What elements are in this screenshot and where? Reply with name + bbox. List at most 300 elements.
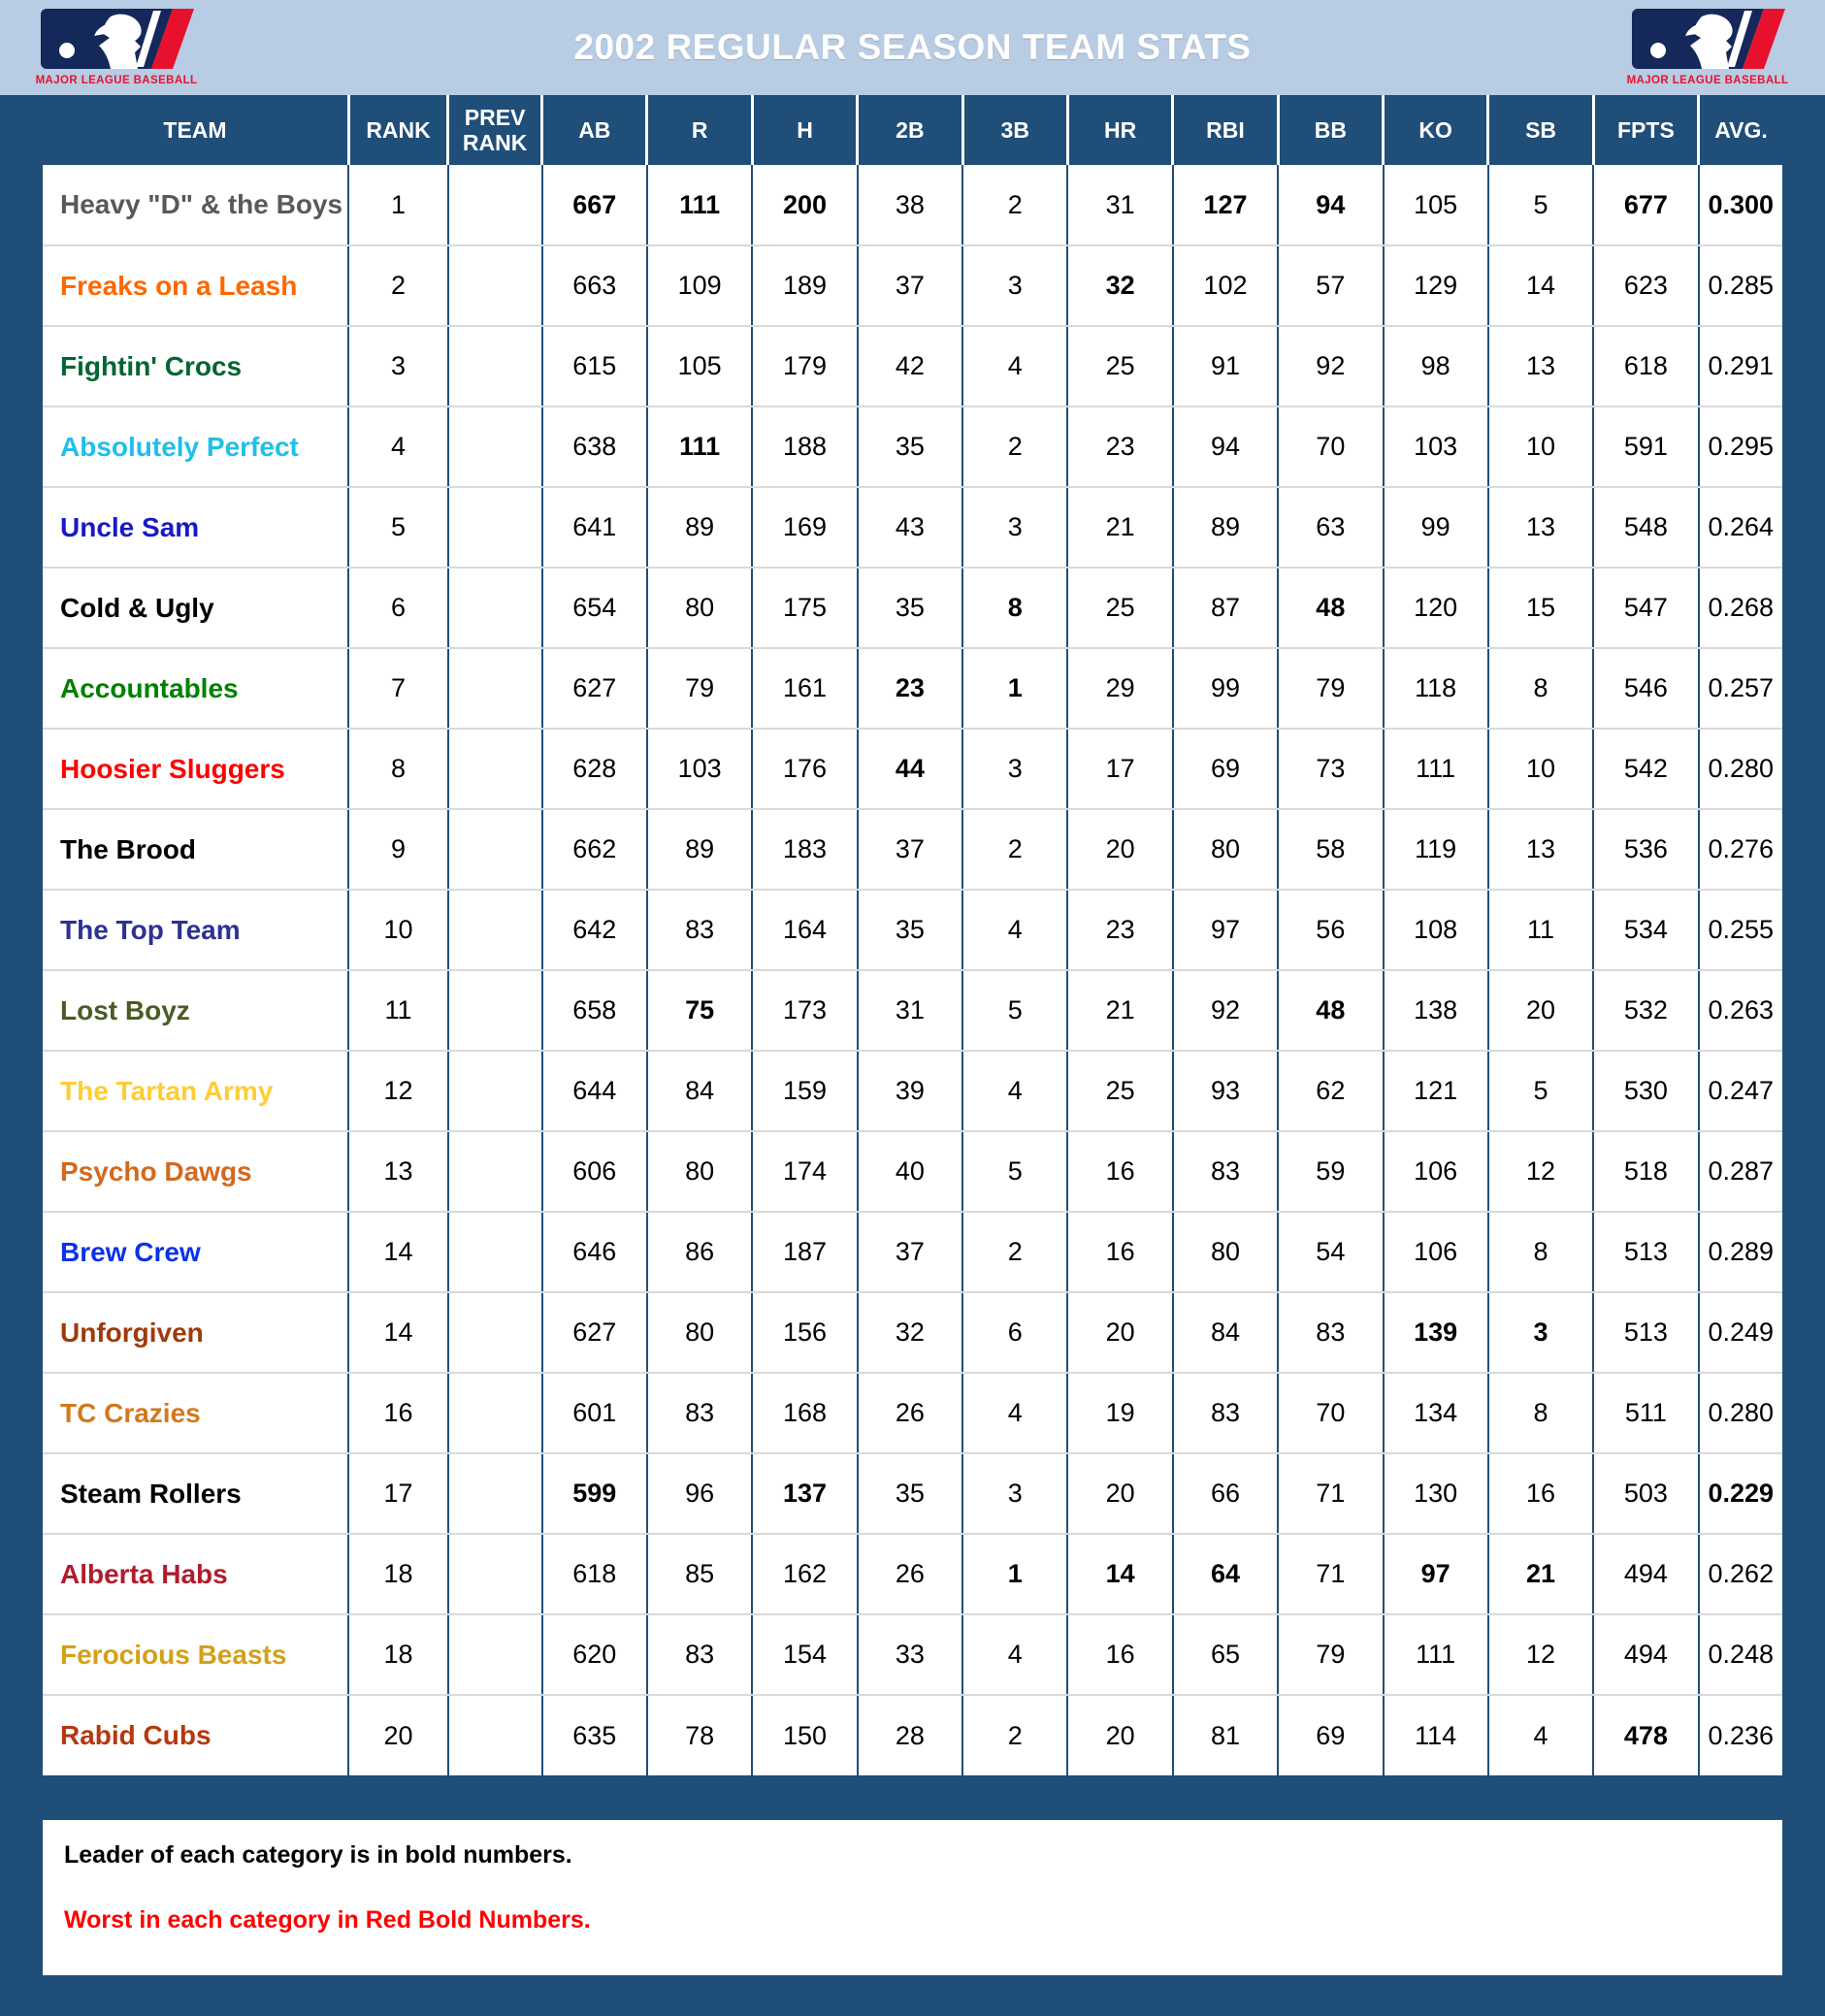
cell-h: 161 <box>752 648 857 729</box>
cell-ab: 635 <box>542 1695 647 1775</box>
cell-sb: 13 <box>1488 326 1593 406</box>
cell-sb: 3 <box>1488 1292 1593 1373</box>
cell-3b: 4 <box>962 1373 1067 1453</box>
cell-prev-rank <box>448 1292 542 1373</box>
cell-3b: 5 <box>962 970 1067 1051</box>
cell-team[interactable]: Steam Rollers <box>21 1453 348 1534</box>
cell-2b: 37 <box>858 1212 962 1292</box>
cell-bb: 73 <box>1278 729 1383 809</box>
cell-h: 156 <box>752 1292 857 1373</box>
cell-r: 111 <box>647 165 752 245</box>
cell-ko: 129 <box>1384 245 1488 326</box>
cell-rank: 8 <box>348 729 447 809</box>
table-row <box>21 568 1804 648</box>
cell-ko: 114 <box>1384 1695 1488 1775</box>
cell-sb: 4 <box>1488 1695 1593 1775</box>
cell-team[interactable]: Hoosier Sluggers <box>21 729 348 809</box>
bottom-border <box>0 1975 1825 2016</box>
cell-r: 83 <box>647 1373 752 1453</box>
cell-h: 162 <box>752 1534 857 1614</box>
table-row <box>21 970 1804 1051</box>
cell-hr: 32 <box>1067 245 1172 326</box>
cell-bb: 58 <box>1278 809 1383 890</box>
cell-ko: 98 <box>1384 326 1488 406</box>
cell-ko: 103 <box>1384 406 1488 487</box>
cell-3b: 2 <box>962 1212 1067 1292</box>
cell-avg: 0.247 <box>1699 1051 1804 1131</box>
note-leader: Leader of each category is in bold numbers. <box>64 1841 572 1869</box>
cell-ab: 628 <box>542 729 647 809</box>
cell-rank: 14 <box>348 1212 447 1292</box>
cell-rank: 7 <box>348 648 447 729</box>
cell-fpts: 503 <box>1593 1453 1698 1534</box>
col-header-team[interactable]: TEAM <box>21 95 348 165</box>
cell-bb: 79 <box>1278 648 1383 729</box>
cell-prev-rank <box>448 648 542 729</box>
cell-sb: 8 <box>1488 1373 1593 1453</box>
cell-ko: 134 <box>1384 1373 1488 1453</box>
cell-bb: 70 <box>1278 406 1383 487</box>
cell-sb: 10 <box>1488 406 1593 487</box>
cell-rank: 16 <box>348 1373 447 1453</box>
cell-prev-rank <box>448 245 542 326</box>
col-header-sb[interactable]: SB <box>1488 95 1593 165</box>
cell-avg: 0.276 <box>1699 809 1804 890</box>
cell-rank: 1 <box>348 165 447 245</box>
cell-team[interactable]: TC Crazies <box>21 1373 348 1453</box>
cell-3b: 8 <box>962 568 1067 648</box>
cell-team[interactable]: Rabid Cubs <box>21 1695 348 1775</box>
cell-ko: 111 <box>1384 729 1488 809</box>
col-header-rank[interactable]: RANK <box>348 95 447 165</box>
table-row <box>21 487 1804 568</box>
cell-hr: 20 <box>1067 1453 1172 1534</box>
cell-ko: 119 <box>1384 809 1488 890</box>
cell-prev-rank <box>448 970 542 1051</box>
table-row <box>21 406 1804 487</box>
cell-rbi: 127 <box>1173 165 1278 245</box>
cell-prev-rank <box>448 1373 542 1453</box>
mlb-logo-caption: MAJOR LEAGUE BASEBALL <box>35 75 198 86</box>
cell-2b: 44 <box>858 729 962 809</box>
cell-hr: 23 <box>1067 890 1172 970</box>
cell-sb: 12 <box>1488 1614 1593 1695</box>
cell-team[interactable]: Alberta Habs <box>21 1534 348 1614</box>
cell-2b: 35 <box>858 890 962 970</box>
cell-avg: 0.300 <box>1699 165 1804 245</box>
cell-2b: 26 <box>858 1534 962 1614</box>
cell-ab: 667 <box>542 165 647 245</box>
col-header-h[interactable]: H <box>752 95 857 165</box>
cell-avg: 0.280 <box>1699 729 1804 809</box>
cell-fpts: 548 <box>1593 487 1698 568</box>
cell-team[interactable]: Heavy "D" & the Boys <box>21 165 348 245</box>
table-row <box>21 1373 1804 1453</box>
table-row <box>21 245 1804 326</box>
cell-rbi: 83 <box>1173 1131 1278 1212</box>
cell-rank: 9 <box>348 809 447 890</box>
cell-r: 85 <box>647 1534 752 1614</box>
col-header-bb[interactable]: BB <box>1278 95 1383 165</box>
cell-r: 105 <box>647 326 752 406</box>
cell-hr: 25 <box>1067 568 1172 648</box>
cell-avg: 0.263 <box>1699 970 1804 1051</box>
cell-2b: 38 <box>858 165 962 245</box>
cell-h: 169 <box>752 487 857 568</box>
cell-h: 188 <box>752 406 857 487</box>
legend-notes <box>43 1820 1782 1975</box>
cell-team[interactable]: Fightin' Crocs <box>21 326 348 406</box>
cell-3b: 2 <box>962 165 1067 245</box>
cell-sb: 15 <box>1488 568 1593 648</box>
cell-team[interactable]: The Top Team <box>21 890 348 970</box>
cell-sb: 8 <box>1488 648 1593 729</box>
cell-h: 187 <box>752 1212 857 1292</box>
cell-2b: 37 <box>858 809 962 890</box>
cell-2b: 39 <box>858 1051 962 1131</box>
col-header-prev-rank[interactable] <box>448 95 542 165</box>
col-header-3b[interactable]: 3B <box>962 95 1067 165</box>
cell-prev-rank <box>448 487 542 568</box>
prev-rank-line2: RANK <box>462 130 528 155</box>
table-row <box>21 1695 1804 1775</box>
cell-2b: 35 <box>858 568 962 648</box>
cell-bb: 59 <box>1278 1131 1383 1212</box>
cell-rank: 17 <box>348 1453 447 1534</box>
cell-rbi: 97 <box>1173 890 1278 970</box>
cell-r: 89 <box>647 487 752 568</box>
cell-rbi: 80 <box>1173 809 1278 890</box>
cell-rank: 13 <box>348 1131 447 1212</box>
cell-2b: 32 <box>858 1292 962 1373</box>
cell-ko: 111 <box>1384 1614 1488 1695</box>
cell-2b: 43 <box>858 487 962 568</box>
prev-rank-line1: PREV <box>464 104 526 130</box>
cell-prev-rank <box>448 1695 542 1775</box>
col-header-avg[interactable]: AVG. <box>1699 95 1804 165</box>
cell-3b: 1 <box>962 1534 1067 1614</box>
table-row <box>21 890 1804 970</box>
cell-rbi: 66 <box>1173 1453 1278 1534</box>
cell-bb: 79 <box>1278 1614 1383 1695</box>
cell-rank: 20 <box>348 1695 447 1775</box>
cell-team[interactable]: Psycho Dawgs <box>21 1131 348 1212</box>
cell-hr: 20 <box>1067 809 1172 890</box>
cell-rbi: 102 <box>1173 245 1278 326</box>
cell-team[interactable]: Brew Crew <box>21 1212 348 1292</box>
cell-r: 83 <box>647 890 752 970</box>
cell-hr: 21 <box>1067 487 1172 568</box>
cell-avg: 0.264 <box>1699 487 1804 568</box>
cell-3b: 2 <box>962 406 1067 487</box>
cell-h: 200 <box>752 165 857 245</box>
cell-rbi: 89 <box>1173 487 1278 568</box>
cell-3b: 6 <box>962 1292 1067 1373</box>
cell-3b: 5 <box>962 1131 1067 1212</box>
cell-ko: 118 <box>1384 648 1488 729</box>
cell-rank: 11 <box>348 970 447 1051</box>
cell-team[interactable]: Freaks on a Leash <box>21 245 348 326</box>
cell-r: 75 <box>647 970 752 1051</box>
cell-rank: 12 <box>348 1051 447 1131</box>
cell-rbi: 84 <box>1173 1292 1278 1373</box>
cell-rbi: 81 <box>1173 1695 1278 1775</box>
cell-ko: 99 <box>1384 487 1488 568</box>
cell-rank: 6 <box>348 568 447 648</box>
table-row <box>21 1292 1804 1373</box>
cell-bb: 57 <box>1278 245 1383 326</box>
cell-avg: 0.280 <box>1699 1373 1804 1453</box>
cell-ab: 641 <box>542 487 647 568</box>
cell-h: 179 <box>752 326 857 406</box>
cell-3b: 4 <box>962 890 1067 970</box>
cell-fpts: 511 <box>1593 1373 1698 1453</box>
cell-rbi: 83 <box>1173 1373 1278 1453</box>
cell-r: 80 <box>647 568 752 648</box>
cell-avg: 0.262 <box>1699 1534 1804 1614</box>
cell-prev-rank <box>448 406 542 487</box>
cell-fpts: 513 <box>1593 1212 1698 1292</box>
cell-bb: 62 <box>1278 1051 1383 1131</box>
cell-rank: 14 <box>348 1292 447 1373</box>
cell-2b: 31 <box>858 970 962 1051</box>
cell-rbi: 80 <box>1173 1212 1278 1292</box>
cell-r: 78 <box>647 1695 752 1775</box>
cell-h: 174 <box>752 1131 857 1212</box>
cell-rbi: 93 <box>1173 1051 1278 1131</box>
cell-3b: 2 <box>962 809 1067 890</box>
cell-team[interactable]: The Tartan Army <box>21 1051 348 1131</box>
cell-hr: 16 <box>1067 1131 1172 1212</box>
cell-ab: 627 <box>542 648 647 729</box>
cell-ab: 658 <box>542 970 647 1051</box>
cell-ab: 644 <box>542 1051 647 1131</box>
cell-avg: 0.255 <box>1699 890 1804 970</box>
cell-r: 86 <box>647 1212 752 1292</box>
cell-ko: 139 <box>1384 1292 1488 1373</box>
cell-fpts: 532 <box>1593 970 1698 1051</box>
cell-bb: 70 <box>1278 1373 1383 1453</box>
col-header-ko[interactable]: KO <box>1384 95 1488 165</box>
table-row <box>21 809 1804 890</box>
cell-r: 83 <box>647 1614 752 1695</box>
cell-prev-rank <box>448 1614 542 1695</box>
header-row <box>21 95 1804 165</box>
cell-2b: 28 <box>858 1695 962 1775</box>
cell-sb: 13 <box>1488 487 1593 568</box>
cell-3b: 4 <box>962 1614 1067 1695</box>
cell-ko: 106 <box>1384 1212 1488 1292</box>
cell-team[interactable]: Cold & Ugly <box>21 568 348 648</box>
cell-bb: 56 <box>1278 890 1383 970</box>
cell-prev-rank <box>448 1453 542 1534</box>
table-row <box>21 326 1804 406</box>
cell-fpts: 677 <box>1593 165 1698 245</box>
cell-rank: 18 <box>348 1534 447 1614</box>
cell-r: 84 <box>647 1051 752 1131</box>
cell-rank: 2 <box>348 245 447 326</box>
cell-bb: 92 <box>1278 326 1383 406</box>
cell-rank: 10 <box>348 890 447 970</box>
cell-team[interactable]: Accountables <box>21 648 348 729</box>
cell-h: 176 <box>752 729 857 809</box>
cell-hr: 16 <box>1067 1212 1172 1292</box>
col-header-hr[interactable]: HR <box>1067 95 1172 165</box>
cell-h: 164 <box>752 890 857 970</box>
col-header-2b[interactable]: 2B <box>858 95 962 165</box>
cell-prev-rank <box>448 729 542 809</box>
cell-avg: 0.285 <box>1699 245 1804 326</box>
table-header <box>21 95 1804 165</box>
cell-3b: 3 <box>962 729 1067 809</box>
cell-hr: 31 <box>1067 165 1172 245</box>
cell-3b: 3 <box>962 245 1067 326</box>
cell-r: 89 <box>647 809 752 890</box>
col-header-r[interactable]: R <box>647 95 752 165</box>
cell-prev-rank <box>448 1131 542 1212</box>
cell-rbi: 69 <box>1173 729 1278 809</box>
cell-rank: 18 <box>348 1614 447 1695</box>
cell-hr: 21 <box>1067 970 1172 1051</box>
cell-h: 168 <box>752 1373 857 1453</box>
mlb-logo-caption: MAJOR LEAGUE BASEBALL <box>1626 75 1789 86</box>
cell-bb: 94 <box>1278 165 1383 245</box>
table-row <box>21 648 1804 729</box>
cell-rbi: 94 <box>1173 406 1278 487</box>
cell-2b: 23 <box>858 648 962 729</box>
cell-bb: 71 <box>1278 1453 1383 1534</box>
cell-rbi: 99 <box>1173 648 1278 729</box>
mlb-logo-right <box>1618 7 1798 88</box>
col-header-rbi[interactable]: RBI <box>1173 95 1278 165</box>
cell-prev-rank <box>448 165 542 245</box>
cell-bb: 48 <box>1278 568 1383 648</box>
cell-r: 96 <box>647 1453 752 1534</box>
cell-bb: 69 <box>1278 1695 1383 1775</box>
cell-sb: 11 <box>1488 890 1593 970</box>
cell-fpts: 623 <box>1593 245 1698 326</box>
cell-ab: 599 <box>542 1453 647 1534</box>
cell-prev-rank <box>448 568 542 648</box>
cell-2b: 35 <box>858 1453 962 1534</box>
cell-ab: 654 <box>542 568 647 648</box>
cell-fpts: 494 <box>1593 1534 1698 1614</box>
cell-ko: 120 <box>1384 568 1488 648</box>
cell-bb: 71 <box>1278 1534 1383 1614</box>
table-row <box>21 1051 1804 1131</box>
cell-r: 103 <box>647 729 752 809</box>
cell-hr: 25 <box>1067 326 1172 406</box>
cell-fpts: 530 <box>1593 1051 1698 1131</box>
cell-team[interactable]: Lost Boyz <box>21 970 348 1051</box>
cell-fpts: 546 <box>1593 648 1698 729</box>
cell-h: 154 <box>752 1614 857 1695</box>
cell-ko: 138 <box>1384 970 1488 1051</box>
cell-prev-rank <box>448 890 542 970</box>
cell-ko: 105 <box>1384 165 1488 245</box>
cell-avg: 0.295 <box>1699 406 1804 487</box>
cell-ab: 662 <box>542 809 647 890</box>
cell-rank: 5 <box>348 487 447 568</box>
cell-r: 109 <box>647 245 752 326</box>
cell-rank: 4 <box>348 406 447 487</box>
cell-sb: 10 <box>1488 729 1593 809</box>
cell-sb: 20 <box>1488 970 1593 1051</box>
mlb-logo-left <box>27 7 207 88</box>
cell-team[interactable]: The Brood <box>21 809 348 890</box>
cell-2b: 37 <box>858 245 962 326</box>
cell-2b: 33 <box>858 1614 962 1695</box>
cell-fpts: 478 <box>1593 1695 1698 1775</box>
cell-sb: 13 <box>1488 809 1593 890</box>
cell-ab: 627 <box>542 1292 647 1373</box>
table-row <box>21 729 1804 809</box>
cell-hr: 25 <box>1067 1051 1172 1131</box>
cell-avg: 0.229 <box>1699 1453 1804 1534</box>
table-row <box>21 165 1804 245</box>
cell-ko: 97 <box>1384 1534 1488 1614</box>
cell-team[interactable]: Ferocious Beasts <box>21 1614 348 1695</box>
cell-avg: 0.289 <box>1699 1212 1804 1292</box>
cell-2b: 40 <box>858 1131 962 1212</box>
cell-fpts: 513 <box>1593 1292 1698 1373</box>
cell-r: 79 <box>647 648 752 729</box>
table-row <box>21 1614 1804 1695</box>
cell-fpts: 494 <box>1593 1614 1698 1695</box>
cell-sb: 14 <box>1488 245 1593 326</box>
cell-team[interactable]: Uncle Sam <box>21 487 348 568</box>
cell-hr: 16 <box>1067 1614 1172 1695</box>
col-header-fpts[interactable]: FPTS <box>1593 95 1698 165</box>
cell-team[interactable]: Unforgiven <box>21 1292 348 1373</box>
cell-3b: 4 <box>962 326 1067 406</box>
cell-fpts: 536 <box>1593 809 1698 890</box>
cell-r: 80 <box>647 1131 752 1212</box>
cell-sb: 8 <box>1488 1212 1593 1292</box>
cell-h: 175 <box>752 568 857 648</box>
cell-prev-rank <box>448 1051 542 1131</box>
cell-sb: 12 <box>1488 1131 1593 1212</box>
cell-bb: 54 <box>1278 1212 1383 1292</box>
cell-h: 173 <box>752 970 857 1051</box>
cell-ab: 663 <box>542 245 647 326</box>
cell-ab: 618 <box>542 1534 647 1614</box>
cell-fpts: 542 <box>1593 729 1698 809</box>
stats-table-wrap <box>0 95 1825 1775</box>
cell-bb: 63 <box>1278 487 1383 568</box>
col-header-ab[interactable]: AB <box>542 95 647 165</box>
cell-hr: 20 <box>1067 1292 1172 1373</box>
cell-ab: 606 <box>542 1131 647 1212</box>
cell-fpts: 547 <box>1593 568 1698 648</box>
cell-ab: 601 <box>542 1373 647 1453</box>
cell-ko: 130 <box>1384 1453 1488 1534</box>
cell-h: 159 <box>752 1051 857 1131</box>
cell-bb: 83 <box>1278 1292 1383 1373</box>
cell-prev-rank <box>448 809 542 890</box>
cell-r: 80 <box>647 1292 752 1373</box>
cell-hr: 19 <box>1067 1373 1172 1453</box>
cell-team[interactable]: Absolutely Perfect <box>21 406 348 487</box>
cell-sb: 21 <box>1488 1534 1593 1614</box>
cell-avg: 0.236 <box>1699 1695 1804 1775</box>
cell-ab: 642 <box>542 890 647 970</box>
cell-bb: 48 <box>1278 970 1383 1051</box>
cell-hr: 20 <box>1067 1695 1172 1775</box>
cell-3b: 2 <box>962 1695 1067 1775</box>
cell-fpts: 518 <box>1593 1131 1698 1212</box>
cell-avg: 0.248 <box>1699 1614 1804 1695</box>
